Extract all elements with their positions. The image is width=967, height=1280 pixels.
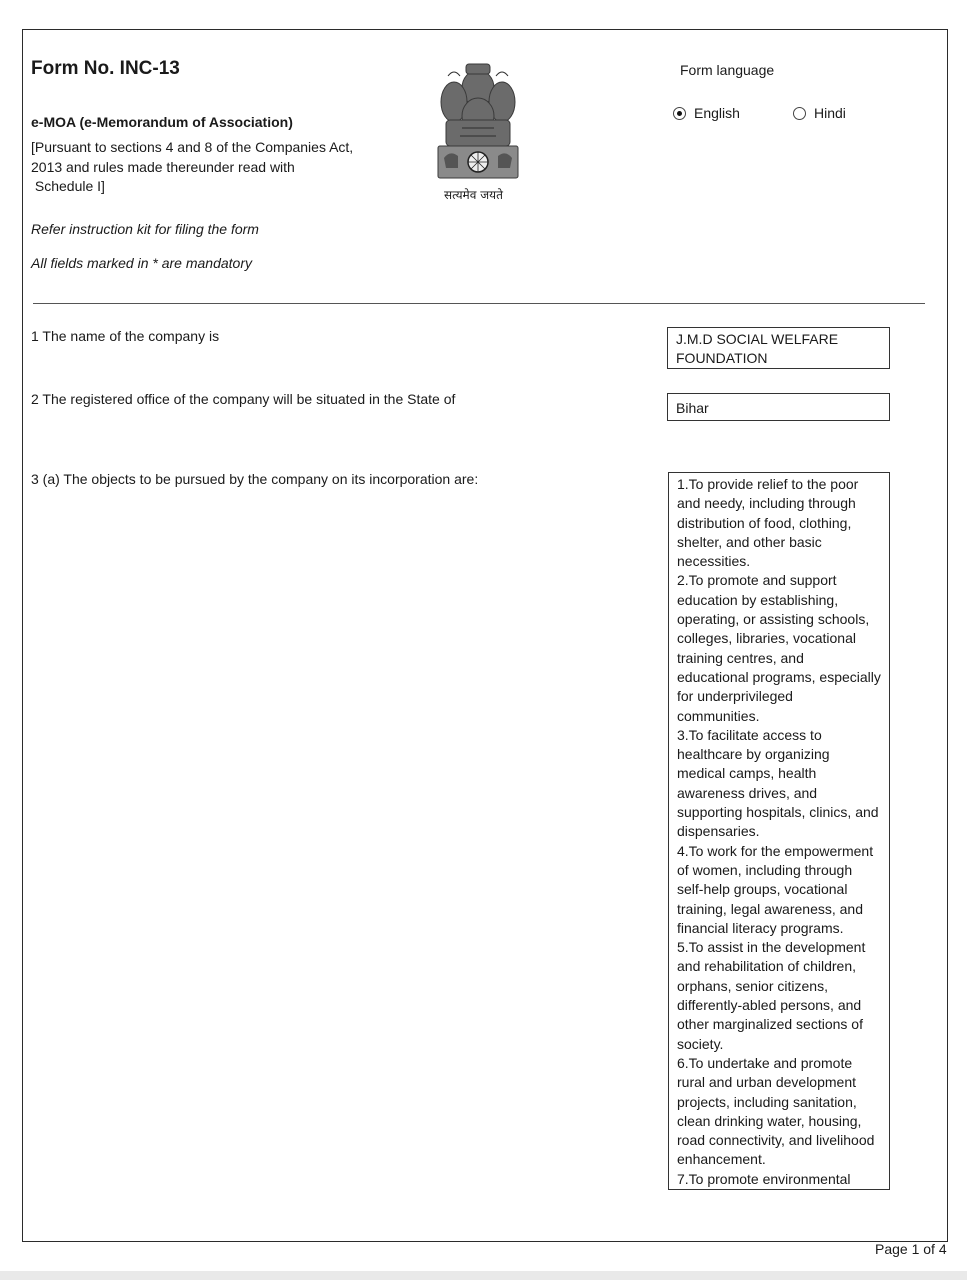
mandatory-fields-note: All fields marked in * are mandatory xyxy=(31,255,252,271)
instruction-kit-note: Refer instruction kit for filing the form xyxy=(31,221,259,237)
objects-line: shelter, and other basic xyxy=(677,533,822,550)
objects-line: necessities. xyxy=(677,553,751,570)
objects-line: educational programs, especially xyxy=(677,668,881,685)
objects-line: 7.To promote environmental xyxy=(677,1170,851,1187)
objects-line: other marginalized sections of xyxy=(677,1016,863,1033)
language-option-label: Hindi xyxy=(814,105,846,121)
objects-line: rural and urban development xyxy=(677,1074,857,1091)
viewer-bottom-bar xyxy=(0,1271,967,1280)
registered-office-state-label: 2 The registered office of the company will be situated in the State of xyxy=(31,391,456,407)
objects-line: supporting hospitals, clinics, and xyxy=(677,804,879,821)
objects-line: colleges, libraries, vocational xyxy=(677,630,856,647)
objects-line: distribution of food, clothing, xyxy=(677,514,852,531)
objects-line: for underprivileged xyxy=(677,688,793,705)
company-name-field[interactable] xyxy=(667,327,890,369)
form-title: e-MOA (e-Memorandum of Association) xyxy=(31,114,293,130)
objects-line: training centres, and xyxy=(677,649,804,666)
objects-line: enhancement. xyxy=(677,1151,766,1168)
objects-line: of women, including through xyxy=(677,861,853,878)
objects-line: 6.To undertake and promote xyxy=(677,1054,853,1071)
objects-line: communities. xyxy=(677,707,760,724)
objects-line: dispensaries. xyxy=(677,823,760,840)
pursuant-line: [Pursuant to sections 4 and 8 of the Companies Act, xyxy=(31,139,354,155)
pursuant-line: Schedule I] xyxy=(31,178,105,194)
objects-line: awareness drives, and xyxy=(677,784,818,801)
objects-line: society. xyxy=(677,1035,724,1052)
emblem-motto: सत्यमेव जयते xyxy=(444,188,503,202)
objects-line: financial literacy programs. xyxy=(677,919,844,936)
form-number: Form No. INC-13 xyxy=(31,58,180,79)
pursuant-text xyxy=(31,138,381,197)
objects-line: clean drinking water, housing, xyxy=(677,1112,862,1129)
objects-line: training, legal awareness, and xyxy=(677,900,864,917)
objects-line: 1.To provide relief to the poor xyxy=(677,476,859,492)
objects-label: 3 (a) The objects to be pursued by the company on its incorporation are: xyxy=(31,471,479,487)
objects-line: education by establishing, xyxy=(677,591,839,608)
objects-line: 2.To promote and support xyxy=(677,572,837,589)
page-number: Page 1 of 4 xyxy=(875,1241,947,1257)
company-name-label: 1 The name of the company is xyxy=(31,328,220,344)
objects-line: 5.To assist in the development xyxy=(677,939,866,956)
state-field[interactable]: Bihar xyxy=(667,393,890,421)
objects-line: and needy, including through xyxy=(677,495,856,512)
objects-line: projects, including sanitation, xyxy=(677,1093,857,1110)
radio-unselected-icon[interactable] xyxy=(793,107,806,120)
objects-line: and rehabilitation of children, xyxy=(677,958,857,975)
objects-line: 3.To facilitate access to xyxy=(677,726,822,743)
objects-line: 4.To work for the empowerment xyxy=(677,842,874,859)
section-divider xyxy=(33,303,925,304)
objects-line: differently-abled persons, and xyxy=(677,997,862,1014)
field-line: FOUNDATION xyxy=(676,350,768,367)
objects-line: medical camps, health xyxy=(677,765,817,782)
language-option-label: English xyxy=(694,105,740,121)
language-option-hindi[interactable] xyxy=(793,105,846,121)
language-option-english[interactable] xyxy=(673,105,740,121)
objects-line: operating, or assisting schools, xyxy=(677,611,870,628)
field-line: J.M.D SOCIAL WELFARE xyxy=(676,331,839,347)
radio-selected-icon[interactable] xyxy=(673,107,686,120)
pursuant-line: 2013 and rules made thereunder read with xyxy=(31,158,295,175)
objects-line: orphans, senior citizens, xyxy=(677,977,828,994)
objects-line: self-help groups, vocational xyxy=(677,881,848,898)
form-language-label: Form language xyxy=(680,62,775,78)
objects-field[interactable] xyxy=(668,472,890,1190)
objects-line: healthcare by organizing xyxy=(677,746,830,763)
objects-line: road connectivity, and livelihood xyxy=(677,1132,875,1149)
